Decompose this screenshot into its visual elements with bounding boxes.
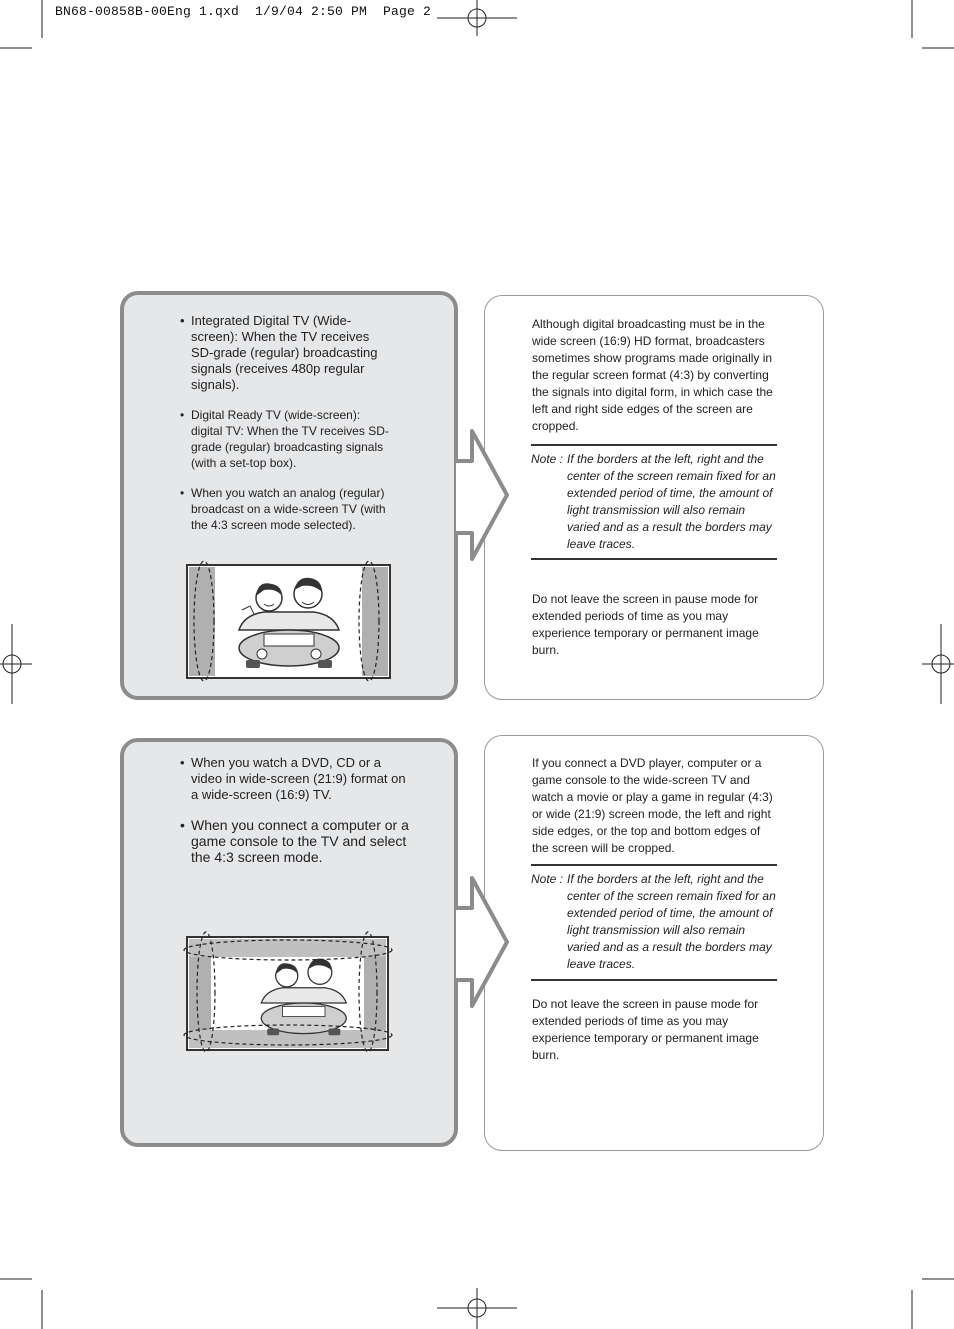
panel1-bullet-list — [180, 313, 392, 533]
tv-illustration-4-3 — [184, 560, 394, 686]
registration-mark-left — [0, 624, 32, 704]
bullet-digital-ready-tv: • Digital Ready TV (wide-screen): digital TV: When the TV receives SD-grade (regular) broadcasting signals (with a set-top box). — [180, 407, 392, 471]
registration-mark-top — [437, 0, 517, 36]
registration-mark-right — [922, 624, 954, 704]
bullet-dvd-wide-screen: • When you watch a DVD, CD or a video in wide-screen (21:9) format on a wide-screen (16:9) TV. — [180, 755, 410, 803]
bullet-analog-broadcast: • When you watch an analog (regular) broadcast on a wide-screen TV (with the 4:3 screen mode selected). — [180, 485, 392, 533]
note-label: Note : — [531, 452, 564, 466]
panel1-note — [531, 444, 777, 560]
panel2-warning-text: Do not leave the screen in pause mode for extended periods of time as you may experience temporary or permanent image burn. — [532, 997, 759, 1062]
panel2-note — [531, 864, 777, 981]
note-text: If the borders at the left, right and the center of the screen remain fixed for an extended period of time, the amount of light transmission will also remain varied and as a result the borders may leave traces. — [567, 452, 776, 551]
panel1-arrow-icon — [452, 425, 512, 565]
note-text: If the borders at the left, right and the center of the screen remain fixed for an extended period of time, the amount of light transmission will also remain varied and as a result the borders may leave traces. — [567, 872, 776, 971]
panel1-info-text: Although digital broadcasting must be in the wide screen (16:9) HD format, broadcasters sometimes show programs made originally in the regular screen format (4:3) by converting the signals into digital form, in which case the left and right side edges of the screen are cropped. — [532, 317, 773, 433]
note-label: Note : — [531, 872, 564, 886]
bullet-computer-game-console: • When you connect a computer or a game console to the TV and select the 4:3 screen mode. — [180, 817, 410, 865]
registration-mark-bottom — [437, 1288, 517, 1329]
panel2-bullet-list — [180, 755, 410, 865]
panel2-arrow-icon — [452, 872, 512, 1012]
bullet-integrated-digital-tv: • Integrated Digital TV (Wide-screen): When the TV receives SD-grade (regular) broadcasting signals (receives 480p regular signals). — [180, 313, 392, 393]
file-slug: BN68-00858B-00Eng 1.qxd 1/9/04 2:50 PM Page 2 — [55, 4, 432, 19]
panel2-info-text: If you connect a DVD player, computer or a game console to the wide-screen TV and watch a movie or play a game in regular (4:3) or wide (21:9) screen mode, the left and right side edges, or the top and bottom edges of the screen will be cropped. — [532, 756, 773, 855]
tv-illustration-21-9 — [180, 930, 400, 1058]
panel1-warning-text: Do not leave the screen in pause mode for extended periods of time as you may experience temporary or permanent image burn. — [532, 592, 759, 657]
